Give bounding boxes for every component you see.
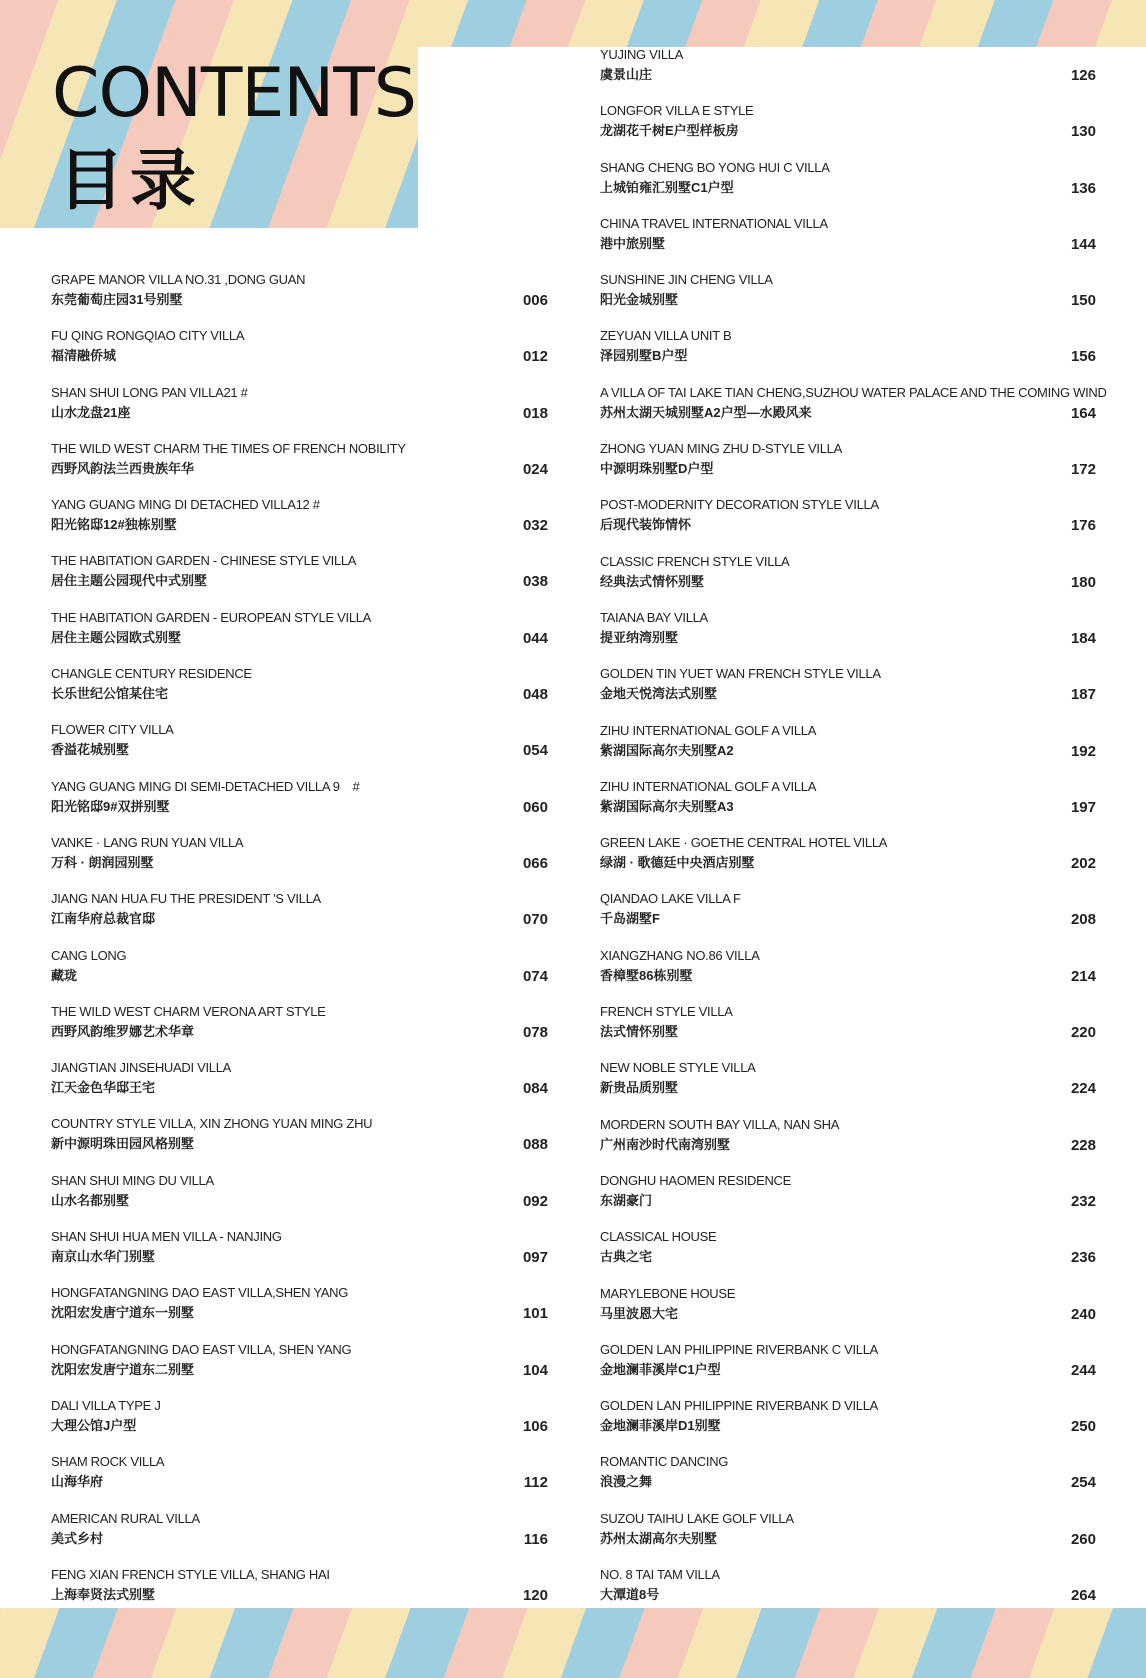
entry-title-chinese: 后现代装饰情怀 [600,517,692,533]
entry-title-chinese: 沈阳宏发唐宁道东二别墅 [51,1361,195,1377]
entry-title-english: COUNTRY STYLE VILLA, XIN ZHONG YUAN MING ZHU [51,1116,373,1132]
entry-page-number: 250 [1070,1418,1096,1436]
entry-title-english: LONGFOR VILLA E STYLE [600,103,754,119]
entry-page-number: 220 [1070,1024,1096,1042]
entry-page-number: 116 [523,1530,548,1548]
entry-title-english: SHAN SHUI HUA MEN VILLA - NANJING [51,1229,282,1245]
entry-title-chinese: 龙湖花千树E户型样板房 [600,123,739,139]
entry-page-number: 130 [1070,123,1096,141]
entry-title-english: THE WILD WEST CHARM VERONA ART STYLE [51,1003,326,1019]
toc-entry[interactable] [51,891,548,947]
entry-title-chinese: 居住主题公园现代中式别墅 [51,573,208,589]
entry-page-number: 214 [1070,967,1096,985]
toc-entry[interactable] [600,1511,1096,1567]
toc-entry[interactable] [600,1342,1096,1398]
entry-page-number: 156 [1070,348,1096,366]
entry-title-english: ZIHU INTERNATIONAL GOLF A VILLA [600,778,817,794]
toc-entry[interactable] [51,1060,548,1116]
entry-page-number: 024 [522,460,548,478]
entry-title-chinese: 香樟墅86栋别墅 [600,967,693,983]
entry-page-number: 208 [1070,911,1096,929]
entry-title-chinese: 上城铂雍汇别墅C1户型 [600,179,734,195]
entry-title-english: CHINA TRAVEL INTERNATIONAL VILLA [600,215,828,231]
entry-title-english: DALI VILLA TYPE J [51,1397,161,1413]
entry-page-number: 088 [522,1136,548,1154]
toc-entry[interactable] [51,1004,548,1060]
entry-title-chinese: 美式乡村 [51,1530,104,1546]
entry-title-chinese: 上海奉贤法式别墅 [51,1586,156,1602]
toc-entry[interactable] [51,1342,548,1398]
entry-title-english: GREEN LAKE · GOETHE CENTRAL HOTEL VILLA [600,835,888,851]
entry-title-english: THE WILD WEST CHARM THE TIMES OF FRENCH NOBILITY [51,440,406,456]
entry-title-english: ZEYUAN VILLA UNIT B [600,328,732,344]
entry-page-number: 070 [522,911,548,929]
entry-title-chinese: 长乐世纪公馆某住宅 [51,686,169,702]
toc-entry[interactable] [600,1060,1096,1116]
entry-title-english: MARYLEBONE HOUSE [600,1285,736,1301]
entry-title-chinese: 提亚纳湾别墅 [600,629,679,645]
entry-page-number: 074 [522,967,548,985]
entry-page-number: 078 [522,1023,548,1041]
entry-title-chinese: 浪漫之舞 [600,1474,653,1490]
entry-page-number: 260 [1070,1530,1096,1548]
entry-title-english: NO. 8 TAI TAM VILLA [600,1567,720,1583]
toc-entry[interactable] [51,328,548,384]
toc-entry[interactable] [600,1117,1096,1173]
toc-entry[interactable] [51,666,548,722]
toc-entry[interactable] [51,1511,548,1567]
entry-page-number: 060 [522,798,548,816]
entry-title-chinese: 阳光铭邸12#独栋别墅 [51,517,177,533]
entry-page-number: 202 [1070,855,1096,873]
entry-page-number: 224 [1070,1080,1096,1098]
entry-page-number: 006 [522,292,548,309]
entry-title-english: YUJING VILLA [600,47,684,62]
entry-page-number: 032 [522,517,548,535]
entry-title-chinese: 东莞葡萄庄园31号别墅 [51,292,183,307]
toc-entry[interactable] [600,1454,1096,1510]
entry-title-chinese: 福清融侨城 [51,348,117,364]
entry-title-chinese: 新贵品质别墅 [600,1080,679,1096]
entry-title-english: CLASSICAL HOUSE [600,1229,717,1245]
entry-title-chinese: 山水名都别墅 [51,1192,130,1208]
entry-title-chinese: 万科 · 朗润园别墅 [51,854,154,870]
entry-page-number: 164 [1070,404,1096,422]
entry-title-chinese: 江天金色华邸王宅 [51,1080,156,1096]
toc-entry[interactable] [600,891,1096,947]
entry-title-english: XIANGZHANG NO.86 VILLA [600,947,760,963]
entry-title-english: CLASSIC FRENCH STYLE VILLA [600,553,790,569]
entry-title-english: DONGHU HAOMEN RESIDENCE [600,1172,792,1188]
entry-title-chinese: 山水龙盘21座 [51,404,131,420]
toc-entry[interactable] [600,47,1096,103]
entry-page-number: 120 [522,1586,548,1604]
toc-entry[interactable] [600,497,1096,553]
entry-title-english: GOLDEN LAN PHILIPPINE RIVERBANK C VILLA [600,1341,879,1357]
entry-title-english: THE HABITATION GARDEN - EUROPEAN STYLE VILLA [51,609,372,625]
entry-title-chinese: 紫湖国际高尔夫别墅A2 [600,742,734,758]
entry-title-chinese: 香溢花城别墅 [51,742,130,758]
entry-title-chinese: 南京山水华门别墅 [51,1249,156,1265]
entry-title-english: ROMANTIC DANCING [600,1454,729,1470]
entry-page-number: 092 [522,1192,548,1210]
toc-entry[interactable] [51,497,548,553]
entry-title-english: ZIHU INTERNATIONAL GOLF A VILLA [600,722,817,738]
entry-title-chinese: 居住主题公园欧式别墅 [51,629,182,645]
toc-entry[interactable] [51,1229,548,1285]
entry-title-english: QIANDAO LAKE VILLA F [600,891,741,907]
entry-page-number: 244 [1070,1361,1096,1379]
entry-title-english: YANG GUANG MING DI DETACHED VILLA12 # [51,497,320,513]
toc-column-right [600,47,1107,1623]
toc-entry[interactable] [600,1567,1096,1623]
entry-page-number: 126 [1070,67,1096,84]
entry-title-english: A VILLA OF TAI LAKE TIAN CHENG,SUZHOU WATER PALACE AND THE COMING WIND [600,384,1107,400]
toc-entry[interactable] [600,1286,1096,1342]
entry-title-chinese: 泽园别墅B户型 [600,348,688,364]
entry-title-english: JIANGTIAN JINSEHUADI VILLA [51,1060,232,1076]
entry-title-english: YANG GUANG MING DI SEMI-DETACHED VILLA 9 # [51,778,360,794]
entry-title-english: CHANGLE CENTURY RESIDENCE [51,666,252,682]
entry-title-english: JIANG NAN HUA FU THE PRESIDENT 'S VILLA [51,891,321,907]
entry-title-chinese: 沈阳宏发唐宁道东一别墅 [51,1305,195,1321]
entry-page-number: 176 [1070,517,1096,535]
toc-entry[interactable] [51,441,548,497]
entry-title-chinese: 山海华府 [51,1474,104,1490]
entry-title-chinese: 虞景山庄 [600,67,653,82]
toc-entry[interactable] [600,1004,1096,1060]
toc-entry[interactable] [600,666,1096,722]
toc-entry[interactable] [600,328,1096,384]
entry-title-english: FLOWER CITY VILLA [51,722,174,738]
entry-title-english: SHAN SHUI LONG PAN VILLA21 # [51,384,248,400]
toc-entry[interactable] [600,1173,1096,1229]
entry-page-number: 254 [1070,1474,1096,1492]
toc-entry[interactable] [600,216,1096,272]
entry-title-english: GOLDEN LAN PHILIPPINE RIVERBANK D VILLA [600,1398,879,1414]
toc-entry[interactable] [600,610,1096,666]
entry-title-chinese: 中源明珠别墅D户型 [600,461,714,477]
toc-entry[interactable] [600,554,1096,610]
toc-entry[interactable] [600,384,1107,441]
entry-page-number: 097 [522,1249,548,1267]
entry-page-number: 228 [1070,1136,1096,1154]
entry-title-english: MORDERN SOUTH BAY VILLA, NAN SHA [600,1116,840,1132]
entry-title-chinese: 广州南沙时代南湾别墅 [600,1136,731,1152]
entry-title-english: SUZOU TAIHU LAKE GOLF VILLA [600,1510,794,1526]
entry-title-english: VANKE · LANG RUN YUAN VILLA [51,834,244,850]
entry-title-english: FRENCH STYLE VILLA [600,1004,733,1020]
entry-title-english: GRAPE MANOR VILLA NO.31 ,DONG GUAN [51,272,306,287]
entry-title-chinese: 阳光铭邸9#双拼别墅 [51,798,170,814]
entry-title-chinese: 金地天悦湾法式别墅 [600,686,718,702]
entry-title-chinese: 绿湖 · 歌德廷中央酒店别墅 [600,855,755,871]
entry-page-number: 018 [522,404,548,422]
entry-title-chinese: 西野风韵法兰西贵族年华 [51,460,195,476]
entry-title-chinese: 西野风韵维罗娜艺术华章 [51,1023,195,1039]
entry-page-number: 106 [522,1417,548,1435]
toc-column-left [51,272,548,1623]
entry-title-english: HONGFATANGNING DAO EAST VILLA,SHEN YANG [51,1285,348,1301]
toc-entry[interactable] [51,1454,548,1510]
entry-page-number: 144 [1070,235,1096,253]
entry-title-chinese: 金地澜菲溪岸C1户型 [600,1361,721,1377]
entry-title-english: SHANG CHENG BO YONG HUI C VILLA [600,159,830,175]
entry-title-chinese: 大理公馆J户型 [51,1417,137,1433]
toc-entry[interactable] [51,835,548,891]
toc-entry[interactable] [600,723,1096,779]
toc-entry[interactable] [600,948,1096,1004]
toc-entry[interactable] [600,272,1096,328]
entry-page-number: 264 [1070,1587,1096,1605]
entry-title-english: POST-MODERNITY DECORATION STYLE VILLA [600,497,879,513]
entry-title-chinese: 藏珑 [51,967,78,983]
entry-title-english: THE HABITATION GARDEN - CHINESE STYLE VILLA [51,553,357,569]
entry-title-english: CANG LONG [51,947,127,963]
entry-page-number: 048 [522,686,548,704]
entry-title-english: TAIANA BAY VILLA [600,609,708,625]
entry-page-number: 180 [1070,573,1096,591]
page-title-chinese: 目录 [58,142,202,219]
entry-title-chinese: 古典之宅 [600,1249,653,1265]
toc-entry[interactable] [51,722,548,778]
entry-title-english: SUNSHINE JIN CHENG VILLA [600,272,773,288]
entry-page-number: 172 [1070,461,1096,479]
entry-page-number: 112 [523,1474,548,1492]
entry-title-chinese: 新中源明珠田园风格别墅 [51,1136,195,1152]
toc-entry[interactable] [51,610,548,666]
toc-entry[interactable] [600,1229,1096,1285]
toc-entry[interactable] [51,1285,548,1341]
toc-entry[interactable] [51,272,548,328]
toc-entry[interactable] [51,948,548,1004]
page-title-english: CONTENTS [52,54,416,133]
entry-page-number: 038 [522,573,548,591]
entry-page-number: 136 [1070,179,1096,197]
entry-title-english: FU QING RONGQIAO CITY VILLA [51,328,245,344]
entry-page-number: 192 [1070,742,1096,760]
entry-title-english: GOLDEN TIN YUET WAN FRENCH STYLE VILLA [600,666,881,682]
entry-page-number: 187 [1070,686,1096,704]
entry-title-chinese: 苏州太湖天城别墅A2户型—水殿风来 [600,404,812,420]
entry-title-english: SHAN SHUI MING DU VILLA [51,1172,214,1188]
entry-title-english: FENG XIAN FRENCH STYLE VILLA, SHANG HAI [51,1566,330,1582]
toc-entry[interactable] [600,1398,1096,1454]
entry-page-number: 240 [1070,1305,1096,1323]
entry-title-chinese: 苏州太湖高尔夫别墅 [600,1530,718,1546]
entry-page-number: 084 [522,1080,548,1098]
toc-entry[interactable] [51,1116,548,1172]
toc-entry[interactable] [600,441,1096,497]
entry-page-number: 184 [1070,629,1096,647]
toc-entry[interactable] [51,553,548,609]
entry-page-number: 232 [1070,1192,1096,1210]
entry-page-number: 054 [522,742,548,760]
entry-title-english: HONGFATANGNING DAO EAST VILLA, SHEN YANG [51,1341,352,1357]
entry-title-english: ZHONG YUAN MING ZHU D-STYLE VILLA [600,441,842,457]
entry-page-number: 104 [522,1361,548,1379]
entry-page-number: 150 [1070,292,1096,310]
entry-title-chinese: 千岛湖墅F [600,911,660,927]
entry-title-chinese: 阳光金城别墅 [600,292,679,308]
entry-page-number: 236 [1070,1249,1096,1267]
entry-title-chinese: 马里波恩大宅 [600,1305,679,1321]
entry-page-number: 012 [522,348,548,366]
entry-title-english: AMERICAN RURAL VILLA [51,1510,200,1526]
entry-page-number: 066 [522,854,548,872]
entry-title-chinese: 港中旅别墅 [600,235,666,251]
toc-entry[interactable] [600,160,1096,216]
entry-title-chinese: 经典法式情怀别墅 [600,573,705,589]
entry-title-chinese: 法式情怀别墅 [600,1024,679,1040]
entry-title-chinese: 紫湖国际高尔夫别墅A3 [600,798,734,814]
entry-title-chinese: 东湖豪门 [600,1192,653,1208]
toc-entry[interactable] [51,779,548,835]
entry-title-english: NEW NOBLE STYLE VILLA [600,1060,756,1076]
toc-entry[interactable] [51,1173,548,1229]
toc-entry[interactable] [51,1567,548,1623]
toc-entry[interactable] [600,103,1096,159]
entry-page-number: 197 [1070,798,1096,816]
entry-title-chinese: 大潭道8号 [600,1587,660,1603]
toc-entry[interactable] [51,385,548,441]
entry-title-chinese: 金地澜菲溪岸D1别墅 [600,1418,721,1434]
entry-title-english: SHAM ROCK VILLA [51,1454,165,1470]
toc-entry[interactable] [600,779,1096,835]
toc-entry[interactable] [600,835,1096,891]
entry-page-number: 101 [522,1305,548,1323]
entry-title-chinese: 江南华府总裁官邸 [51,911,156,927]
toc-entry[interactable] [51,1398,548,1454]
entry-page-number: 044 [522,629,548,647]
